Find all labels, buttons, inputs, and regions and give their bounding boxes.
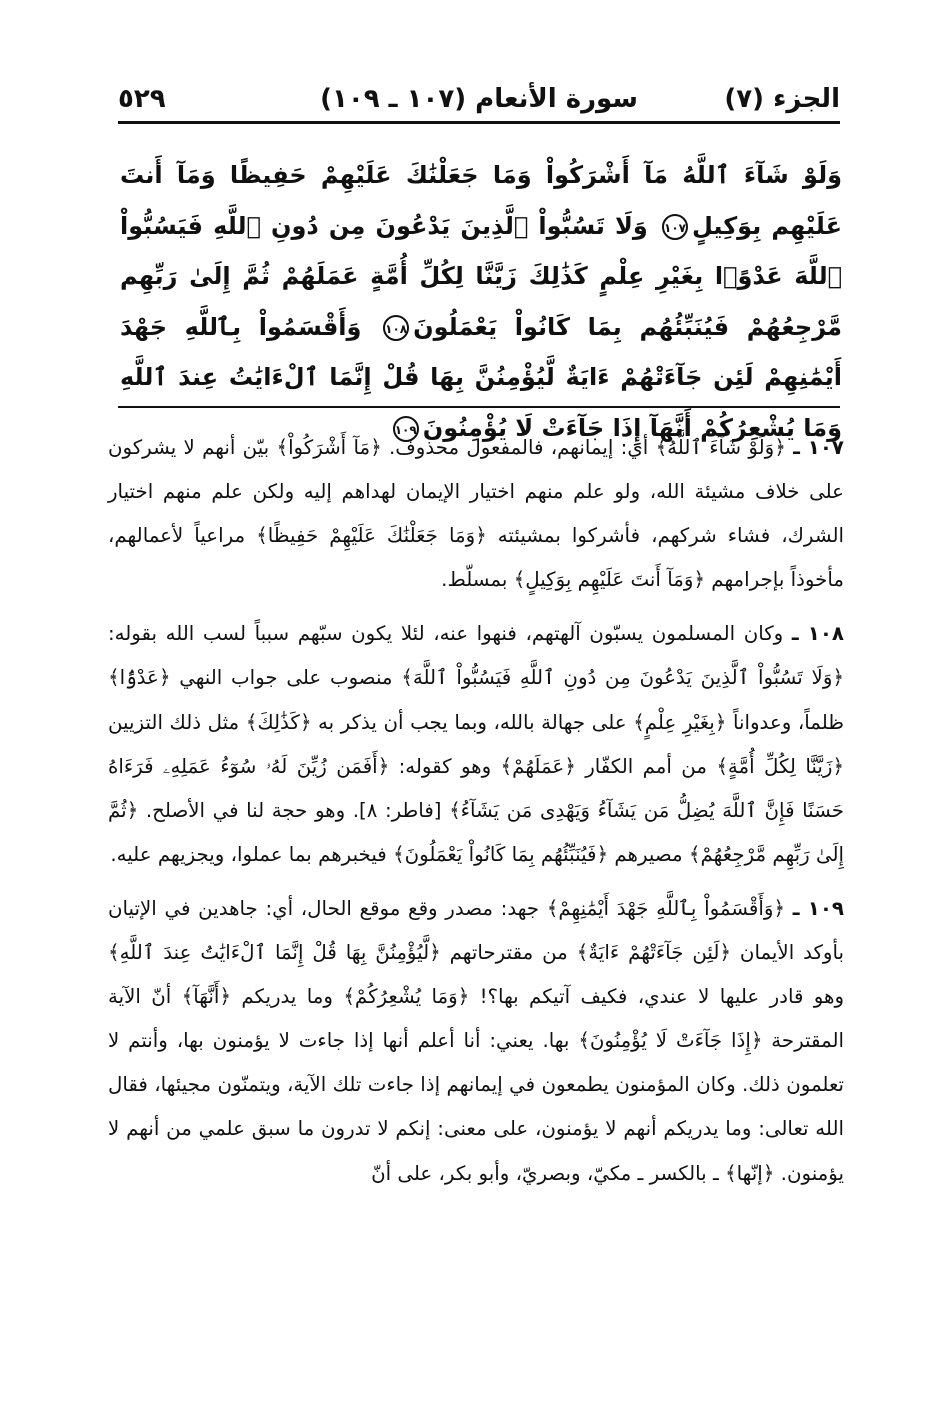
page-number: ٥٢٩ — [118, 84, 166, 114]
commentary-108 — [108, 612, 844, 877]
part-label: الجزء (٧) — [724, 84, 840, 114]
commentary-text: ﴿وَأَقْسَمُواْ بِٱللَّهِ جَهْدَ أَيْمَٰنِهِمْ﴾ جهد: مصدر وقع موقع الحال، أي: جاهدين في الإتيان بأوكد الأيمان ﴿لَئِن جَآءَتْهُمْ ءَايَةٌ﴾ من مقترحاتهم ﴿لَّيُؤْمِنُنَّ بِهَا قُلْ إِنَّمَا ٱلْءَايَٰتُ عِندَ ٱللَّهِ﴾ وهو قادر عليها لا عندي، فكيف آتيكم بها؟! ﴿وَمَا يُشْعِرُكُمْ﴾ وما يدريكم ﴿أَنَّهَآ﴾ أنّ الآية المقترحة ﴿إِذَا جَآءَتْ لَا يُؤْمِنُونَ﴾ بها. يعني: أنا أعلم أنها إذا جاءت لا يؤمنون بها، وأنتم لا تعلمون ذلك. وكان المؤمنون يطمعون في إيمانهم إذا جاءت تلك الآية، ويتمنّون مجيئها، فقال الله تعالى: وما يدريكم أنهم لا يؤمنون، على معنى: إنكم لا تدرون ما سبق علمي من أنهم لا يؤمنون. ﴿إنّها﴾ ـ بالكسر ـ مكيّ، وبصريّ، وأبو بكر، على أنّ — [108, 896, 844, 1185]
ayah-marker-107: ١٠٧ — [662, 214, 688, 240]
ayah-marker-108: ١٠٨ — [383, 315, 409, 341]
commentary-109 — [108, 887, 844, 1196]
text-divider — [118, 406, 840, 408]
surah-title: سورة الأنعام (١٠٧ ـ ١٠٩) — [320, 84, 638, 114]
verse-number: ١٠٩ ـ — [792, 896, 844, 920]
commentary-text: وكان المسلمون يسبّون آلهتهم، فنهوا عنه، لئلا يكون سبّهم سبباً لسب الله بقوله: ﴿وَلَا تَسُبُّواْ ٱلَّذِينَ يَدْعُونَ مِن دُونِ ٱللَّهِ فَيَسُبُّواْ ٱللَّهَ﴾ منصوب على جواب النهي ﴿عَدْوًۢا﴾ ظلماً، وعدواناً ﴿بِغَيْرِ عِلْمٍ﴾ على جهالة بالله، وبما يجب أن يذكر به ﴿كَذَٰلِكَ﴾ مثل ذلك التزيين ﴿زَيَّنَّا لِكُلِّ أُمَّةٍ﴾ من أمم الكفّار ﴿عَمَلَهُمْ﴾ وهو كقوله: ﴿أَفَمَن زُيِّنَ لَهُۥ سُوٓءُ عَمَلِهِۦ فَرَءَاهُ حَسَنًا فَإِنَّ ٱللَّهَ يُضِلُّ مَن يَشَآءُ وَيَهْدِى مَن يَشَآءُ﴾ [فاطر: ٨]. وهو حجة لنا في الأصلح. ﴿ثُمَّ إِلَىٰ رَبِّهِم مَّرْجِعُهُمْ﴾ مصيرهم ﴿فَيُنَبِّئُهُم بِمَا كَانُواْ يَعْمَلُونَ﴾ فيخبرهم بما عملوا، ويجزيهم عليه. — [108, 622, 844, 866]
commentary-text: ﴿وَلَوْ شَآءَ ٱللَّهُ﴾ أي: إيمانهم، فالمفعول محذوف. ﴿مَآ أَشْرَكُواْ﴾ بيّن أنهم لا يشركون على خلاف مشيئة الله، ولو علم منهم اختيار الإيمان لهداهم إليه ولكن علم منهم اختيار الشرك، فشاء شركهم، فأشركوا بمشيئته ﴿وَمَا جَعَلْنَٰكَ عَلَيْهِمْ حَفِيظًا﴾ مراعياً لأعمالهم، مأخوذاً بإجرامهم ﴿وَمَآ أَنتَ عَلَيْهِم بِوَكِيلٍ﴾ بمسلّط. — [108, 436, 844, 592]
verse-108: وَلَا تَسُبُّواْ ٱلَّذِينَ يَدْعُونَ مِن دُونِ ٱللَّهِ فَيَسُبُّواْ ٱللَّهَ عَدْوًۢا بِغَيْرِ عِلْمٍ كَذَٰلِكَ زَيَّنَّا لِكُلِّ أُمَّةٍ عَمَلَهُمْ ثُمَّ إِلَىٰ رَبِّهِم مَّرْجِعُهُمْ فَيُنَبِّئُهُم بِمَا كَانُواْ يَعْمَلُونَ — [120, 211, 842, 341]
header-rule — [118, 121, 840, 124]
quran-text-block — [120, 150, 843, 442]
tafsir-block — [108, 426, 844, 1196]
verse-107: وَلَوْ شَآءَ ٱللَّهُ مَآ أَشْرَكُواْ وَمَا جَعَلْنَٰكَ عَلَيْهِمْ حَفِيظًا وَمَآ أَنتَ عَلَيْهِم بِوَكِيلٍ — [120, 161, 843, 240]
verse-109: وَأَقْسَمُواْ بِٱللَّهِ جَهْدَ أَيْمَٰنِهِمْ لَئِن جَآءَتْهُمْ ءَايَةٌ لَّيُؤْمِنُنَّ بِهَا قُلْ إِنَّمَا ٱلْءَايَٰتُ عِندَ ٱللَّهِ وَمَا يُشْعِرُكُمْ أَنَّهَآ إِذَا جَآءَتْ لَا يُؤْمِنُونَ — [120, 312, 842, 442]
ayah-marker-109: ١٠٩ — [393, 416, 419, 442]
commentary-107 — [108, 426, 844, 602]
verse-number: ١٠٨ ـ — [791, 622, 844, 646]
verse-number: ١٠٧ ـ — [793, 436, 844, 459]
page-header — [118, 80, 840, 118]
